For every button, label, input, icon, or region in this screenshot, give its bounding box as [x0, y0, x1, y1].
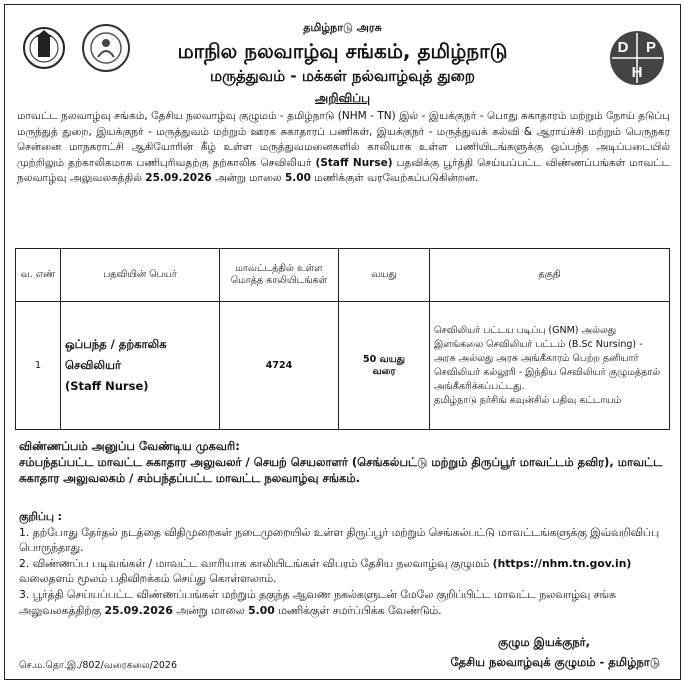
col-header-post: பதவியின் பெயர் — [61, 249, 220, 302]
cell-vacancies: 4724 — [220, 302, 339, 430]
col-header-vacancies: மாவட்டத்தில் உள்ள மொத்த காலியிடங்கள் — [220, 249, 339, 302]
dph-letter-d: D — [617, 39, 629, 56]
cell-qualification: செவிலியர் பட்டய படிப்பு (GNM) அல்லது இளங்கலை செவிலியர் பட்டம் (B.Sc Nursing) - அரசு அல்லது அரசு அங்கீகாரம் பெற்ற தனியார் செவிலியர் கல்லூரி - இந்திய செவிலியர் குழுமத்தால் அங்கீகரிக்கப்பட்டது. தமிழ்நாடு நர்சிங் கவுன்சில் பதிவு கட்டாயம் — [430, 302, 670, 430]
dph-letter-p: P — [645, 39, 657, 56]
note-3: 3. பூர்த்தி செய்யப்பட்ட விண்ணப்பங்கள் மற்றும் தகுந்த ஆவண நகல்களுடன் மேலே குறிப்பிட்ட மாவட்ட நலவாழ்வு சங்க அலுவலகத்திற்கு 25.09.2026 அன்று மாலை 5.00 மணிக்குள் சமர்ப்பிக்க வேண்டும். — [19, 587, 616, 617]
notes-section — [19, 509, 670, 618]
department-title: மருத்துவம் - மக்கள் நல்வாழ்வுத் துறை — [210, 67, 475, 85]
signature-organization: தேசிய நலவாழ்வுக் குழுமம் - தமிழ்நாடு — [450, 655, 660, 669]
table-row — [16, 302, 670, 430]
reference-number: செ.ம.தொ.இ./802/வரைகலை/2026 — [19, 660, 178, 671]
govt-title: தமிழ்நாடு அரசு — [303, 21, 382, 34]
cell-sno: 1 — [16, 302, 61, 430]
col-header-qualification: தகுதி — [430, 249, 670, 302]
col-header-sno: வ. எண் — [16, 249, 61, 302]
dph-letter-h: H — [631, 64, 643, 81]
notes-heading: குறிப்பு : — [19, 510, 62, 523]
intro-paragraph: மாவட்ட நலவாழ்வு சங்கம், தேசிய நலவாழ்வு குழுமம் - தமிழ்நாடு (NHM - TN) இல் - இயக்குநர் - பொது சுகாதாரம் மற்றும் நோய் தடுப்பு மருந்துத் துறை, இயக்குநர் - மருத்துவம் மற்றும் ஊரக சுகாதாரப் பணிகள், இயக்குநர் - மருத்துவக் கல்வி & ஆராய்ச்சி மற்றும் பெருநகர சென்னை மாநகராட்சி ஆகியோரின் கீழ் உள்ள மருத்துவமனைகளில் காலியாக உள்ள பணியிடங்களுக்கு ஒப்பந்த அடிப்படையில் முற்றிலும் தற்காலிகமாக பணிபுரிவதற்கு தற்காலிக செவிலியர் (Staff Nurse) பதவிக்கு பூர்த்தி செய்யப்பட்ட விண்ணப்பங்கள் மாவட்ட நலவாழ்வு அலுவலகத்தில் 25.09.2026 அன்று மாலை 5.00 மணிக்குள் வரவேற்கப்படுகின்றன. — [17, 110, 671, 184]
vacancy-table — [15, 248, 670, 430]
col-header-age: வயது — [339, 249, 430, 302]
note-1: 1. தற்போது தேர்தல் நடத்தை விதிமுறைகள் நடைமுறையில் உள்ள திருப்பூர் மற்றும் செங்கல்பட்டு மாவட்டங்களுக்கு இவ்வறிவிப்பு பொருந்தாது. — [19, 525, 659, 555]
cell-post: ஒப்பந்த / தற்காலிக செவிலியர் (Staff Nurse) — [61, 302, 220, 430]
signature-title: குழும இயக்குநர், — [497, 635, 590, 649]
address-heading: விண்ணப்பம் அனுப்ப வேண்டிய முகவரி: — [19, 439, 240, 453]
address-body: சம்பந்தப்பட்ட மாவட்ட சுகாதார அலுவலர் / செயற் செயலாளர் (செங்கல்பட்டு மற்றும் திருப்பூர் மாவட்டம் தவிர), மாவட்ட சுகாதார அலுவலகம் / சம்பந்தப்பட்ட மாவட்ட நலவாழ்வு சங்கம். — [19, 455, 663, 485]
table-header-row — [16, 249, 670, 302]
note-2: 2. விண்ணப்ப படிவங்கள் / மாவட்ட வாரியாக காலியிடங்கள் விபரம் தேசிய நலவாழ்வு குழுமம் (https://nhm.tn.gov.in) வலைதளம் மூலம் பதிவிறக்கம் செய்து கொள்ளலாம். — [19, 556, 632, 586]
address-section — [19, 438, 670, 486]
society-title: மாநில நலவாழ்வு சங்கம், தமிழ்நாடு — [177, 39, 508, 63]
cell-age: 50 வயது வரை — [339, 302, 430, 430]
notice-document — [4, 4, 681, 680]
notice-title: அறிவிப்பு — [314, 91, 371, 105]
